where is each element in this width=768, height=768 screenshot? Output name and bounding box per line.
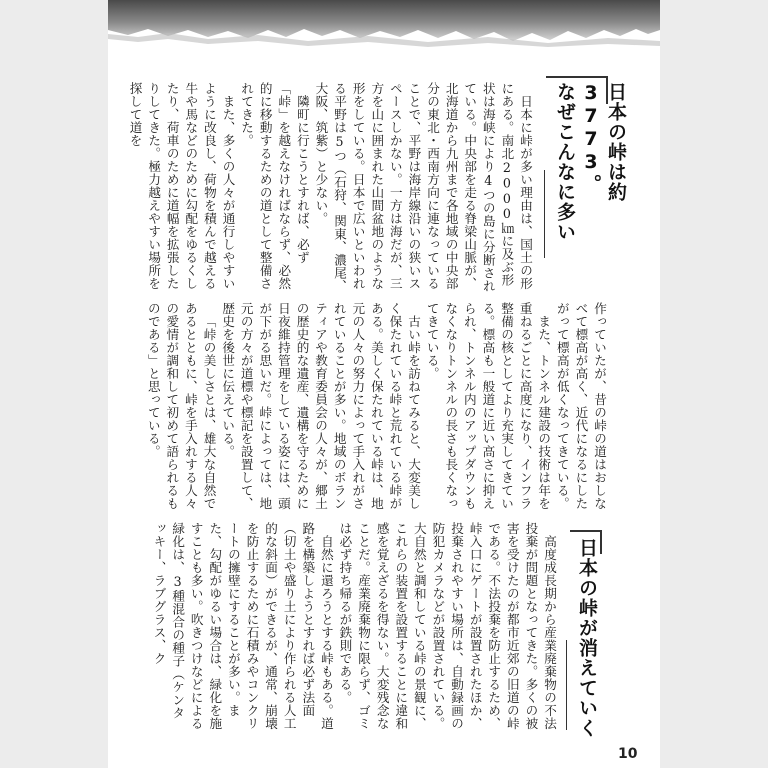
paragraph: 作っていたが、昔の峠の道はおしなべて標高が高く、近代になるにしたがって標高が低くなってきている。 [554, 302, 607, 510]
paragraph: 高度成長期から産業廃棄物の不法投棄が問題となってきた。多くの被害を受けたのが都市近郊の旧道の峠である。不法投棄を防止するため、峠入口にゲートが設置されたほか、投棄されやすい場所は、自動録画の防犯カメラなどが設置されている。大自然と調和している峠の景観に、これらの装置を設置することに違和感を覚えざるを得ない。大変残念なことだ。産業廃棄物に限らず、ゴミは必ず持ち帰るが鉄則である。 [337, 522, 557, 730]
book-page [108, 0, 660, 768]
paragraph: 古い峠を訪ねてみると、大変美しく保たれている峠と荒れている峠がある。美しく保たれている峠は、地元の人々の努力によって手入れがされていることが多い。地域のボランティアや教育委員会の人々が、郷土の歴史的な遺産、遺構を守るために日夜維持管理をしている姿には、頭が下がる思いだ。峠によっては、地元の方々が道標や標記を設置して、歴史を後世に伝えている。 [220, 302, 422, 510]
paragraph: また、多くの人々が通行しやすいように改良し、荷物を積んで越える牛や馬などのために勾配をゆるくしたり、荷車のために道幅を拡張したりしてきた。極力越えやすい場所を探して道を [127, 82, 236, 290]
section1-body-column-b [145, 302, 608, 512]
section2-body [148, 522, 558, 732]
section1-body-column-a [127, 82, 534, 296]
paragraph: また、トンネル建設の技術は年を重ねるごとに高度になり、インフラ整備の核としてより充実してきている。標高も一般道に近い高さに抑えられ、トンネル内のアップダウンもなくなりトンネルの長さも長くなってきている。 [424, 302, 552, 510]
section1-heading-rule [544, 170, 545, 258]
page-number: 10 [618, 746, 638, 762]
paragraph: 「峠の美しさとは、雄大な自然であるとともに、峠を手入れする人々の愛情が調和して初めて語られるものである」と思っている。 [145, 302, 217, 510]
section1-title-line2: なぜこんなに多い [554, 82, 576, 242]
paragraph: 隣町に行こうとすれば、必ず「峠」を越えなければならず、必然的に移動するための道として整備されてきた。 [239, 82, 310, 290]
section2-heading-rule [566, 640, 567, 730]
paragraph: 自然に還ろうとする峠もある。道路を構築しようとすれば必ず法面（切土や盛り土により作られる人工的な斜面）ができるが、通常、崩壊を防止するために石積みやコンクリートの擁壁にすることが多い。また、勾配がゆるい場合は、緑化を施すことも多い。吹きつけなどによる緑化は、3種混合の種子（ケンタッキー、ラブグラス、ク [151, 522, 334, 730]
paragraph: 日本に峠が多い理由は、国土の形にある。南北2000㎞に及ぶ形状は海峡により4つの島に分断されている。中央部を走る脊梁山脈が、北海道から九州まで各地域の中央部分の東北・西南方向に連なっていることで、平野は海岸線沿いの狭いスペースしかない。一方は海だが、三方を山に囲まれた山間盆地のような形をしている。日本で広いといわれる平野は5つ（石狩、関東、濃尾、大阪、筑紫）と少ない。 [313, 82, 533, 293]
brush-stroke-header [108, 0, 660, 50]
section1-title-line1: 日本の峠は約3773。 [580, 82, 627, 202]
section2-title: 日本の峠が消えていく [576, 538, 598, 738]
